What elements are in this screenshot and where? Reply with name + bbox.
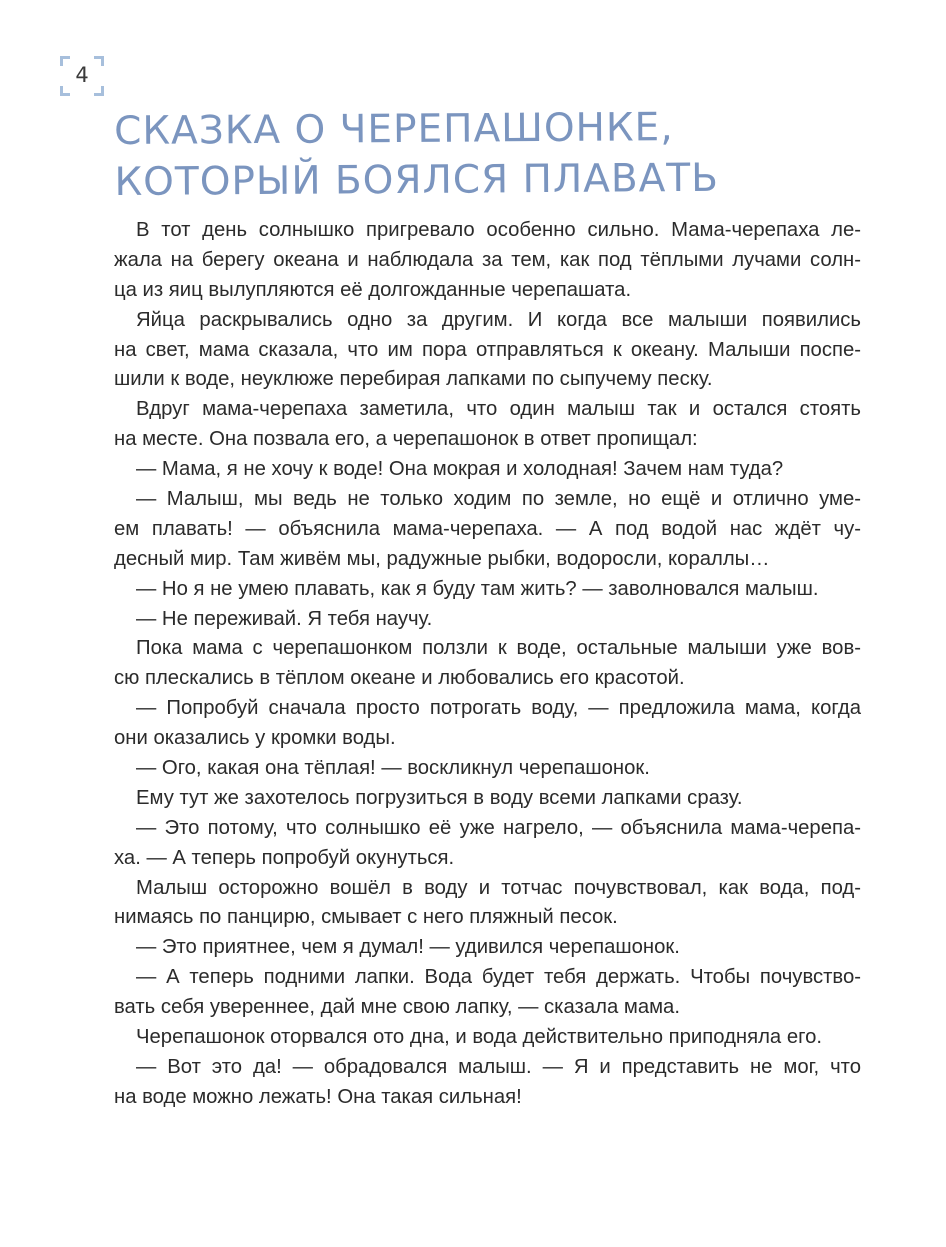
story-title — [114, 101, 875, 208]
story-line: Черепашонок оторвался ото дна, и вода действительно приподняла его. — [136, 1026, 822, 1049]
story-line: ха. — А теперь попробуй окунуться. — [114, 846, 455, 869]
story-line: Ему тут же захотелось погрузиться в воду всеми лапками сразу. — [136, 786, 743, 809]
story-text — [114, 216, 861, 1113]
story-line: жала на берегу океана и наблюдала за тем, как под тёплыми лучами солн- — [114, 248, 861, 271]
frame-corner-bottom-right — [94, 86, 104, 96]
story-line: — Вот это да! — обрадовался малыш. — Я и представить не мог, что — [136, 1055, 861, 1078]
story-title-line-1: СКАЗКА О ЧЕРЕПАШОНКЕ, — [114, 105, 674, 154]
story-line: нимаясь по панцирю, смывает с него пляжный песок. — [114, 906, 618, 929]
story-line: Вдруг мама-черепаха заметила, что один малыш так и остался стоять — [136, 398, 861, 421]
story-line: десный мир. Там живём мы, радужные рыбки, водоросли, кораллы… — [114, 547, 770, 570]
frame-corner-bottom-left — [60, 86, 70, 96]
page-number-frame — [60, 56, 104, 96]
story-line: Пока мама с черепашонком ползли к воде, остальные малыши уже вов- — [136, 637, 861, 660]
story-line: на месте. Она позвала его, а черепашонок в ответ пропищал: — [114, 428, 698, 451]
story-line: — Попробуй сначала просто потрогать воду, — предложила мама, когда — [136, 697, 861, 720]
story-line: ем плавать! — объяснила мама-черепаха. — А под водой нас ждёт чу- — [114, 517, 861, 540]
story-line: на свет, мама сказала, что им пора отправляться к океану. Малыши поспе- — [114, 338, 861, 361]
story-line: — А теперь подними лапки. Вода будет тебя держать. Чтобы почувство- — [136, 966, 861, 989]
story-line: шили к воде, неуклюже перебирая лапками по сыпучему песку. — [114, 368, 713, 391]
story-title-line-2: КОТОРЫЙ БОЯЛСЯ ПЛАВАТЬ — [114, 155, 720, 205]
story-line: вать себя увереннее, дай мне свою лапку, — сказала мама. — [114, 996, 680, 1019]
story-line: Яйца раскрывались одно за другим. И когда все малыши появились — [136, 308, 861, 331]
story-line: — Но я не умею плавать, как я буду там жить? — заволновался малыш. — [136, 577, 819, 600]
story-line: — Это потому, что солнышко её уже нагрело, — объяснила мама-черепа- — [136, 816, 861, 839]
story-line: — Не переживай. Я тебя научу. — [136, 607, 433, 630]
story-line: Малыш осторожно вошёл в воду и тотчас почувствовал, как вода, под- — [136, 876, 861, 899]
story-line: — Ого, какая она тёплая! — воскликнул черепашонок. — [136, 757, 650, 780]
story-line: — Малыш, мы ведь не только ходим по земле, но ещё и отлично уме- — [136, 488, 861, 511]
story-line: на воде можно лежать! Она такая сильная! — [114, 1085, 522, 1108]
story-line: — Мама, я не хочу к воде! Она мокрая и холодная! Зачем нам туда? — [136, 458, 784, 481]
story-line: они оказались у кромки воды. — [114, 727, 396, 750]
story-line: ца из яиц вылупляются её долгожданные черепашата. — [114, 278, 632, 301]
story-line: сю плескались в тёплом океане и любовались его красотой. — [114, 667, 685, 690]
story-line: В тот день солнышко пригревало особенно сильно. Мама-черепаха ле- — [136, 219, 861, 241]
page-number: 4 — [75, 63, 89, 87]
story-line: — Это приятнее, чем я думал! — удивился черепашонок. — [136, 936, 680, 959]
